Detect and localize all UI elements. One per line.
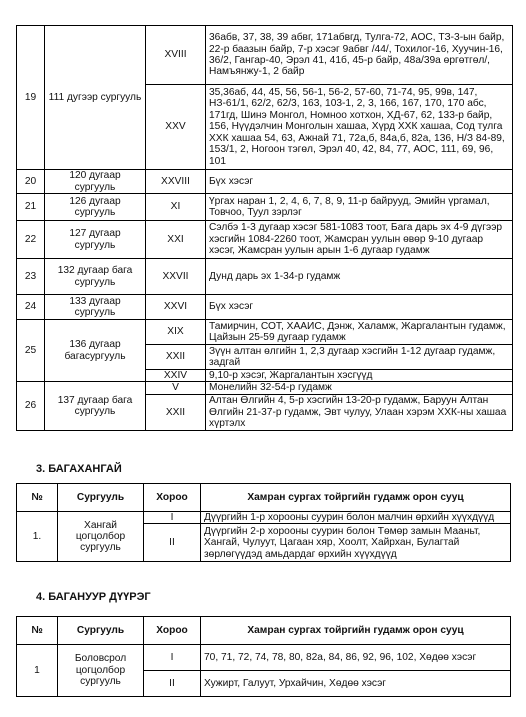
school-name: 120 дугаар сургууль: [45, 170, 146, 194]
streets-cell: Алтан Өлгийн 4, 5-р хэсгийн 13-20-р гудамж, Баруун Алтан Өлгийн 21-37-р гудамж, Эвт чулуу, Улаан хэрэм ХХК-ны хашаа хүртэлх: [206, 394, 513, 430]
khoroo-cell: XIX: [146, 320, 206, 345]
table-header-row: [17, 484, 511, 512]
table-row: [17, 170, 513, 194]
khoroo-cell: I: [144, 512, 201, 524]
table-header-row: [17, 617, 511, 645]
khoroo-cell: XI: [146, 194, 206, 221]
row-number: 21: [17, 194, 45, 221]
streets-cell: Бүх хэсэг: [206, 295, 513, 320]
khoroo-cell: XXVII: [146, 259, 206, 295]
khoroo-cell: XXII: [146, 345, 206, 370]
row-number: 22: [17, 221, 45, 259]
school-name: Хангай цогцолбор сургууль: [58, 512, 144, 562]
streets-cell: Үргах наран 1, 2, 4, 6, 7, 8, 9, 11-р байрууд, Эмийн үргамал, Товчоо, Туул зэрлэг: [206, 194, 513, 221]
khoroo-cell: XXI: [146, 221, 206, 259]
streets-cell: Дунд дарь эх 1-34-р гудамж: [206, 259, 513, 295]
khoroo-cell: XXIV: [146, 370, 206, 382]
school-name: 126 дугаар сургууль: [45, 194, 146, 221]
khoroo-cell: V: [146, 382, 206, 394]
streets-cell: Сэлбэ 1-3 дугаар хэсэг 581-1083 тоот, Бага дарь эх 4-9 дүгээр хэсгийн 1084-2260 тоот, Жамсран уулын өвөр 9-10 дугаар хэсэг, Жамсран уулын арын 1-6 дугаар гудамж: [206, 221, 513, 259]
baganuur-table: [16, 616, 511, 697]
table-row: [17, 26, 513, 85]
section-heading-bagakhangai: 3. БАГАХАНГАЙ: [36, 463, 122, 475]
khoroo-cell: I: [144, 645, 201, 671]
khoroo-cell: II: [144, 524, 201, 562]
school-name: 137 дугаар бага сургууль: [45, 382, 146, 430]
streets-cell: 35,36аб, 44, 45, 56, 56-1, 56-2, 57-60, 71-74, 95, 99в, 147, НЗ-61/1, 62/2, 62/3, 163, 103-1, 2, 3, 166, 167, 170, 170 абс, 171гд, Шинэ Монгол, Номноо хотхон, ХД-67, 62, 133-р байр, 156, Нүүдэлчин Монголын хашаа, Хүрд ХХК хашаа, Сод тулга ХХК хашаа 54, 63, Ажнай 71, 72а,б, 84а,б, 82а, 136, Н/З 84-89, 153/1, 2, Ногоон тэгөл, Эрэл 40, 42, 84, 77, АОС, 111, 69, 96, 101: [206, 85, 513, 170]
school-name: 136 дугаар багасургууль: [45, 320, 146, 382]
khoroo-cell: II: [144, 671, 201, 697]
khoroo-cell: XVIII: [146, 26, 206, 85]
bagakhangai-table: [16, 483, 511, 562]
header-streets: Хамран сургах тойргийн гудамж орон сууц: [201, 484, 511, 512]
row-number: 25: [17, 320, 45, 382]
section-heading-baganuur: 4. БАГАНУУР ДҮҮРЭГ: [36, 591, 151, 603]
table-row: [17, 259, 513, 295]
streets-cell: Дүүргийн 2-р хорооны суурин болон Төмөр замын Мааньт, Хангай, Чулуут, Цагаан хяр, Хоолт, Хайрхан, Булагтай зөрлөгүүдэд амьдардаг өрхийн хүүхдүүд: [201, 524, 511, 562]
streets-cell: Хужирт, Галуут, Урхайчин, Хөдөө хэсэг: [201, 671, 511, 697]
table-row: [17, 295, 513, 320]
district-school-table: [16, 25, 513, 431]
school-name: 132 дугаар бага сургууль: [45, 259, 146, 295]
header-num: №: [17, 617, 58, 645]
header-num: №: [17, 484, 58, 512]
table-row: [17, 645, 511, 671]
streets-cell: Тамирчин, СОТ, ХААИС, Дэнж, Халамж, Жаргалантын гудамж, Цайзын 25-59 дугаар гудамж: [206, 320, 513, 345]
row-number: 24: [17, 295, 45, 320]
table-row: [17, 194, 513, 221]
school-name: Боловсрол цогцолбор сургууль: [58, 645, 144, 697]
school-name: 111 дугээр сургууль: [45, 26, 146, 170]
header-school: Сургууль: [58, 617, 144, 645]
table-row: [17, 382, 513, 394]
streets-cell: 70, 71, 72, 74, 78, 80, 82а, 84, 86, 92, 96, 102, Хөдөө хэсэг: [201, 645, 511, 671]
header-khoroo: Хороо: [144, 484, 201, 512]
streets-cell: 36абв, 37, 38, 39 абвг, 171абвгд, Тулга-72, АОС, ТЗ-3-ын байр, 22-р баазын байр, 7-р хэсэг 9абвг /44/, Тохилог-16, Хуучин-16, 36/2, Гангар-40, Эрэл 41, 41б, 45-р байр, 48а/39а өргөтгөл/, Намъянжу-1, 2 байр: [206, 26, 513, 85]
streets-cell: Дүүргийн 1-р хорооны суурин болон малчин өрхийн хүүхдүүд: [201, 512, 511, 524]
khoroo-cell: XXV: [146, 85, 206, 170]
row-number: 23: [17, 259, 45, 295]
table-row: [17, 512, 511, 524]
school-name: 133 дугаар сургууль: [45, 295, 146, 320]
header-khoroo: Хороо: [144, 617, 201, 645]
school-name: 127 дугаар сургууль: [45, 221, 146, 259]
khoroo-cell: XXVI: [146, 295, 206, 320]
row-number: 26: [17, 382, 45, 430]
khoroo-cell: XXII: [146, 394, 206, 430]
streets-cell: 9,10-р хэсэг, Жаргалантын хэсгүүд: [206, 370, 513, 382]
table-row: [17, 221, 513, 259]
streets-cell: Зүүн алтан өлгийн 1, 2,3 дугаар хэсгийн 1-12 дугаар гудамж, задгай: [206, 345, 513, 370]
header-streets: Хамран сургах тойргийн гудамж орон сууц: [201, 617, 511, 645]
table-row: [17, 320, 513, 345]
row-number: 1: [17, 645, 58, 697]
streets-cell: Монелийн 32-54-р гудамж: [206, 382, 513, 394]
khoroo-cell: XXVIII: [146, 170, 206, 194]
row-number: 19: [17, 26, 45, 170]
header-school: Сургууль: [58, 484, 144, 512]
row-number: 1.: [17, 512, 58, 562]
streets-cell: Бүх хэсэг: [206, 170, 513, 194]
row-number: 20: [17, 170, 45, 194]
